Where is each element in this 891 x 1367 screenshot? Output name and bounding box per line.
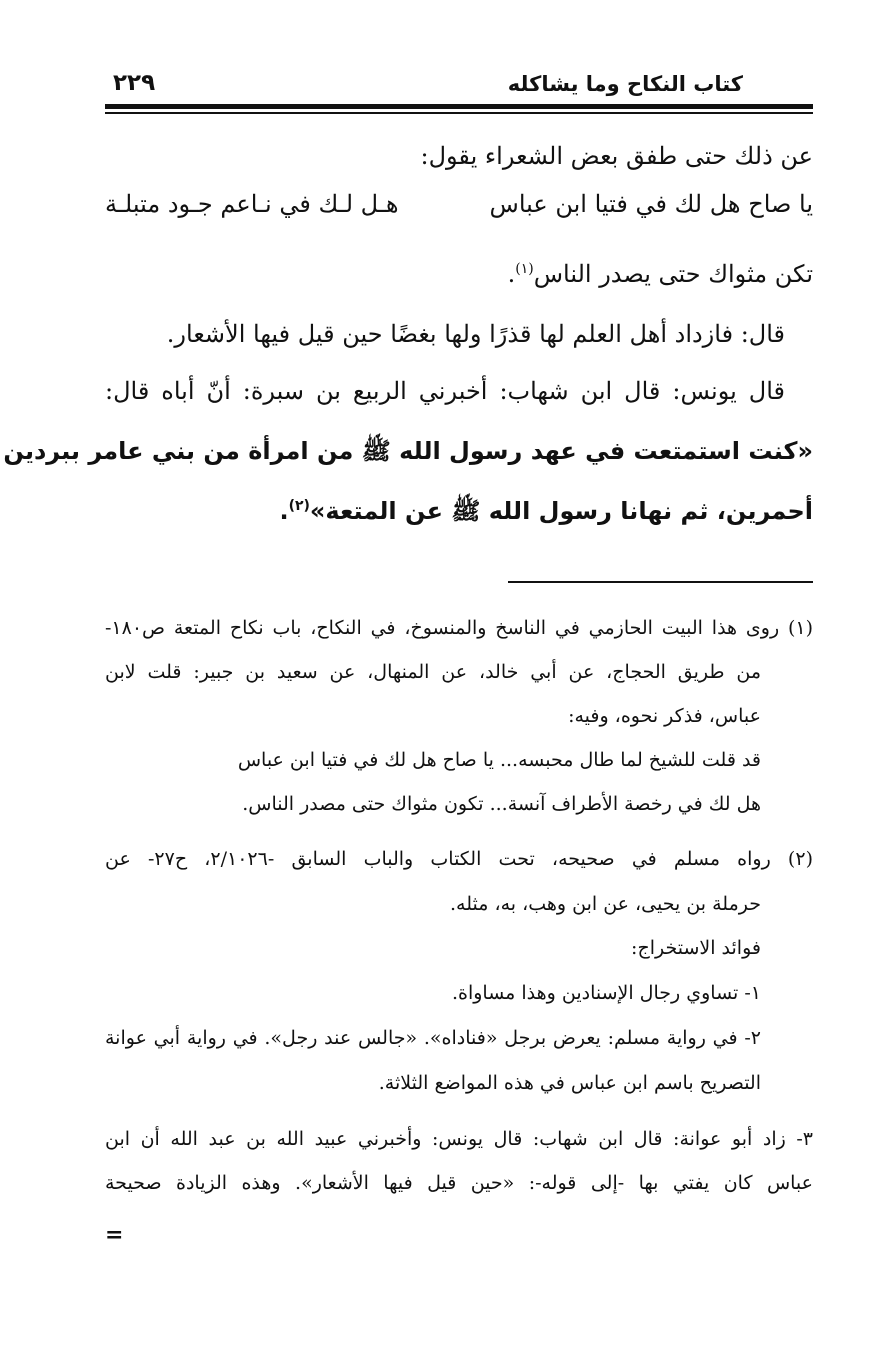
footnote-line: حرملة بن يحيى، عن ابن وهب، به، مثله. (449, 893, 761, 915)
footnote-line: من طريق الحجاج، عن أبي خالد، عن المنهال، عن سعيد بن جبير: قلت لابن (105, 661, 761, 683)
hadith-text: أحمرين، ثم نهانا رسول الله ﷺ عن المتعة» (309, 497, 813, 525)
paragraph: قال يونس: قال ابن شهاب: أخبرني الربيع بن سبرة: أنّ أباه قال: (105, 377, 785, 405)
header-rule-thin (105, 112, 813, 114)
paragraph: قال: فازداد أهل العلم لها قذرًا ولها بغضًا حين قيل فيها الأشعار. (166, 320, 785, 348)
verse-end: . (507, 260, 516, 288)
footnote-line: التصريح باسم ابن عباس في هذه المواضع الثلاثة. (378, 1072, 761, 1094)
hadith-line: «كنت استمتعت في عهد رسول الله ﷺ من امرأة من بني عامر ببردين (3, 437, 813, 465)
verse-line (105, 254, 813, 294)
page-header (105, 68, 813, 104)
footnote-line: (٢) رواه مسلم في صحيحه، تحت الكتاب والباب السابق -٢/١٠٢٦، ح٢٧- عن (105, 848, 813, 870)
footnote-marker: (١) (515, 261, 534, 277)
footnote-line: عباس كان يفتي بها -إلى قوله-: «حين قيل فيها الأشعار». وهذه الزيادة صحيحة (105, 1172, 813, 1194)
verse-hemistich: يا صاح هل لك في فتيا ابن عباس (489, 190, 813, 218)
footnote-marker: (٢) (288, 498, 310, 514)
continuation-mark: = (105, 1222, 124, 1248)
footnote-verse: قد قلت للشيخ لما طال محبسه... يا صاح هل لك في فتيا ابن عباس (237, 749, 761, 771)
footnote-verse: هل لك في رخصة الأطراف آنسة... تكون مثواك حتى مصدر الناس. (242, 793, 761, 815)
hadith-line (105, 491, 813, 531)
verse-line (105, 190, 813, 234)
verse-hemistich: هـل لـك في نـاعم جـود متبلـة (105, 190, 399, 218)
page-number: ٢٢٩ (113, 70, 156, 96)
verse-text: تكن مثواك حتى يصدر الناس (533, 260, 813, 288)
footnote-separator (508, 581, 813, 583)
body-line: عن ذلك حتى طفق بعض الشعراء يقول: (420, 142, 813, 170)
header-rule-thick (105, 104, 813, 109)
footnote-line: ٢- في رواية مسلم: يعرض برجل «فناداه». «جالس عند رجل». في رواية أبي عوانة (105, 1027, 761, 1049)
footnote-line: ٣- زاد أبو عوانة: قال ابن شهاب: قال يونس: وأخبرني عبيد الله بن عبد الله أن ابن (105, 1128, 813, 1150)
running-title: كتاب النكاح وما يشاكله (507, 72, 743, 96)
footnote-line: فوائد الاستخراج: (631, 937, 761, 959)
footnote-line: (١) روى هذا البيت الحازمي في الناسخ والمنسوخ، في النكاح، باب نكاح المتعة ص١٨٠- (105, 617, 813, 639)
hadith-end: . (279, 497, 289, 525)
footnote-line: ١- تساوي رجال الإسنادين وهذا مساواة. (451, 982, 761, 1004)
footnote-line: عباس، فذكر نحوه، وفيه: (568, 705, 761, 727)
